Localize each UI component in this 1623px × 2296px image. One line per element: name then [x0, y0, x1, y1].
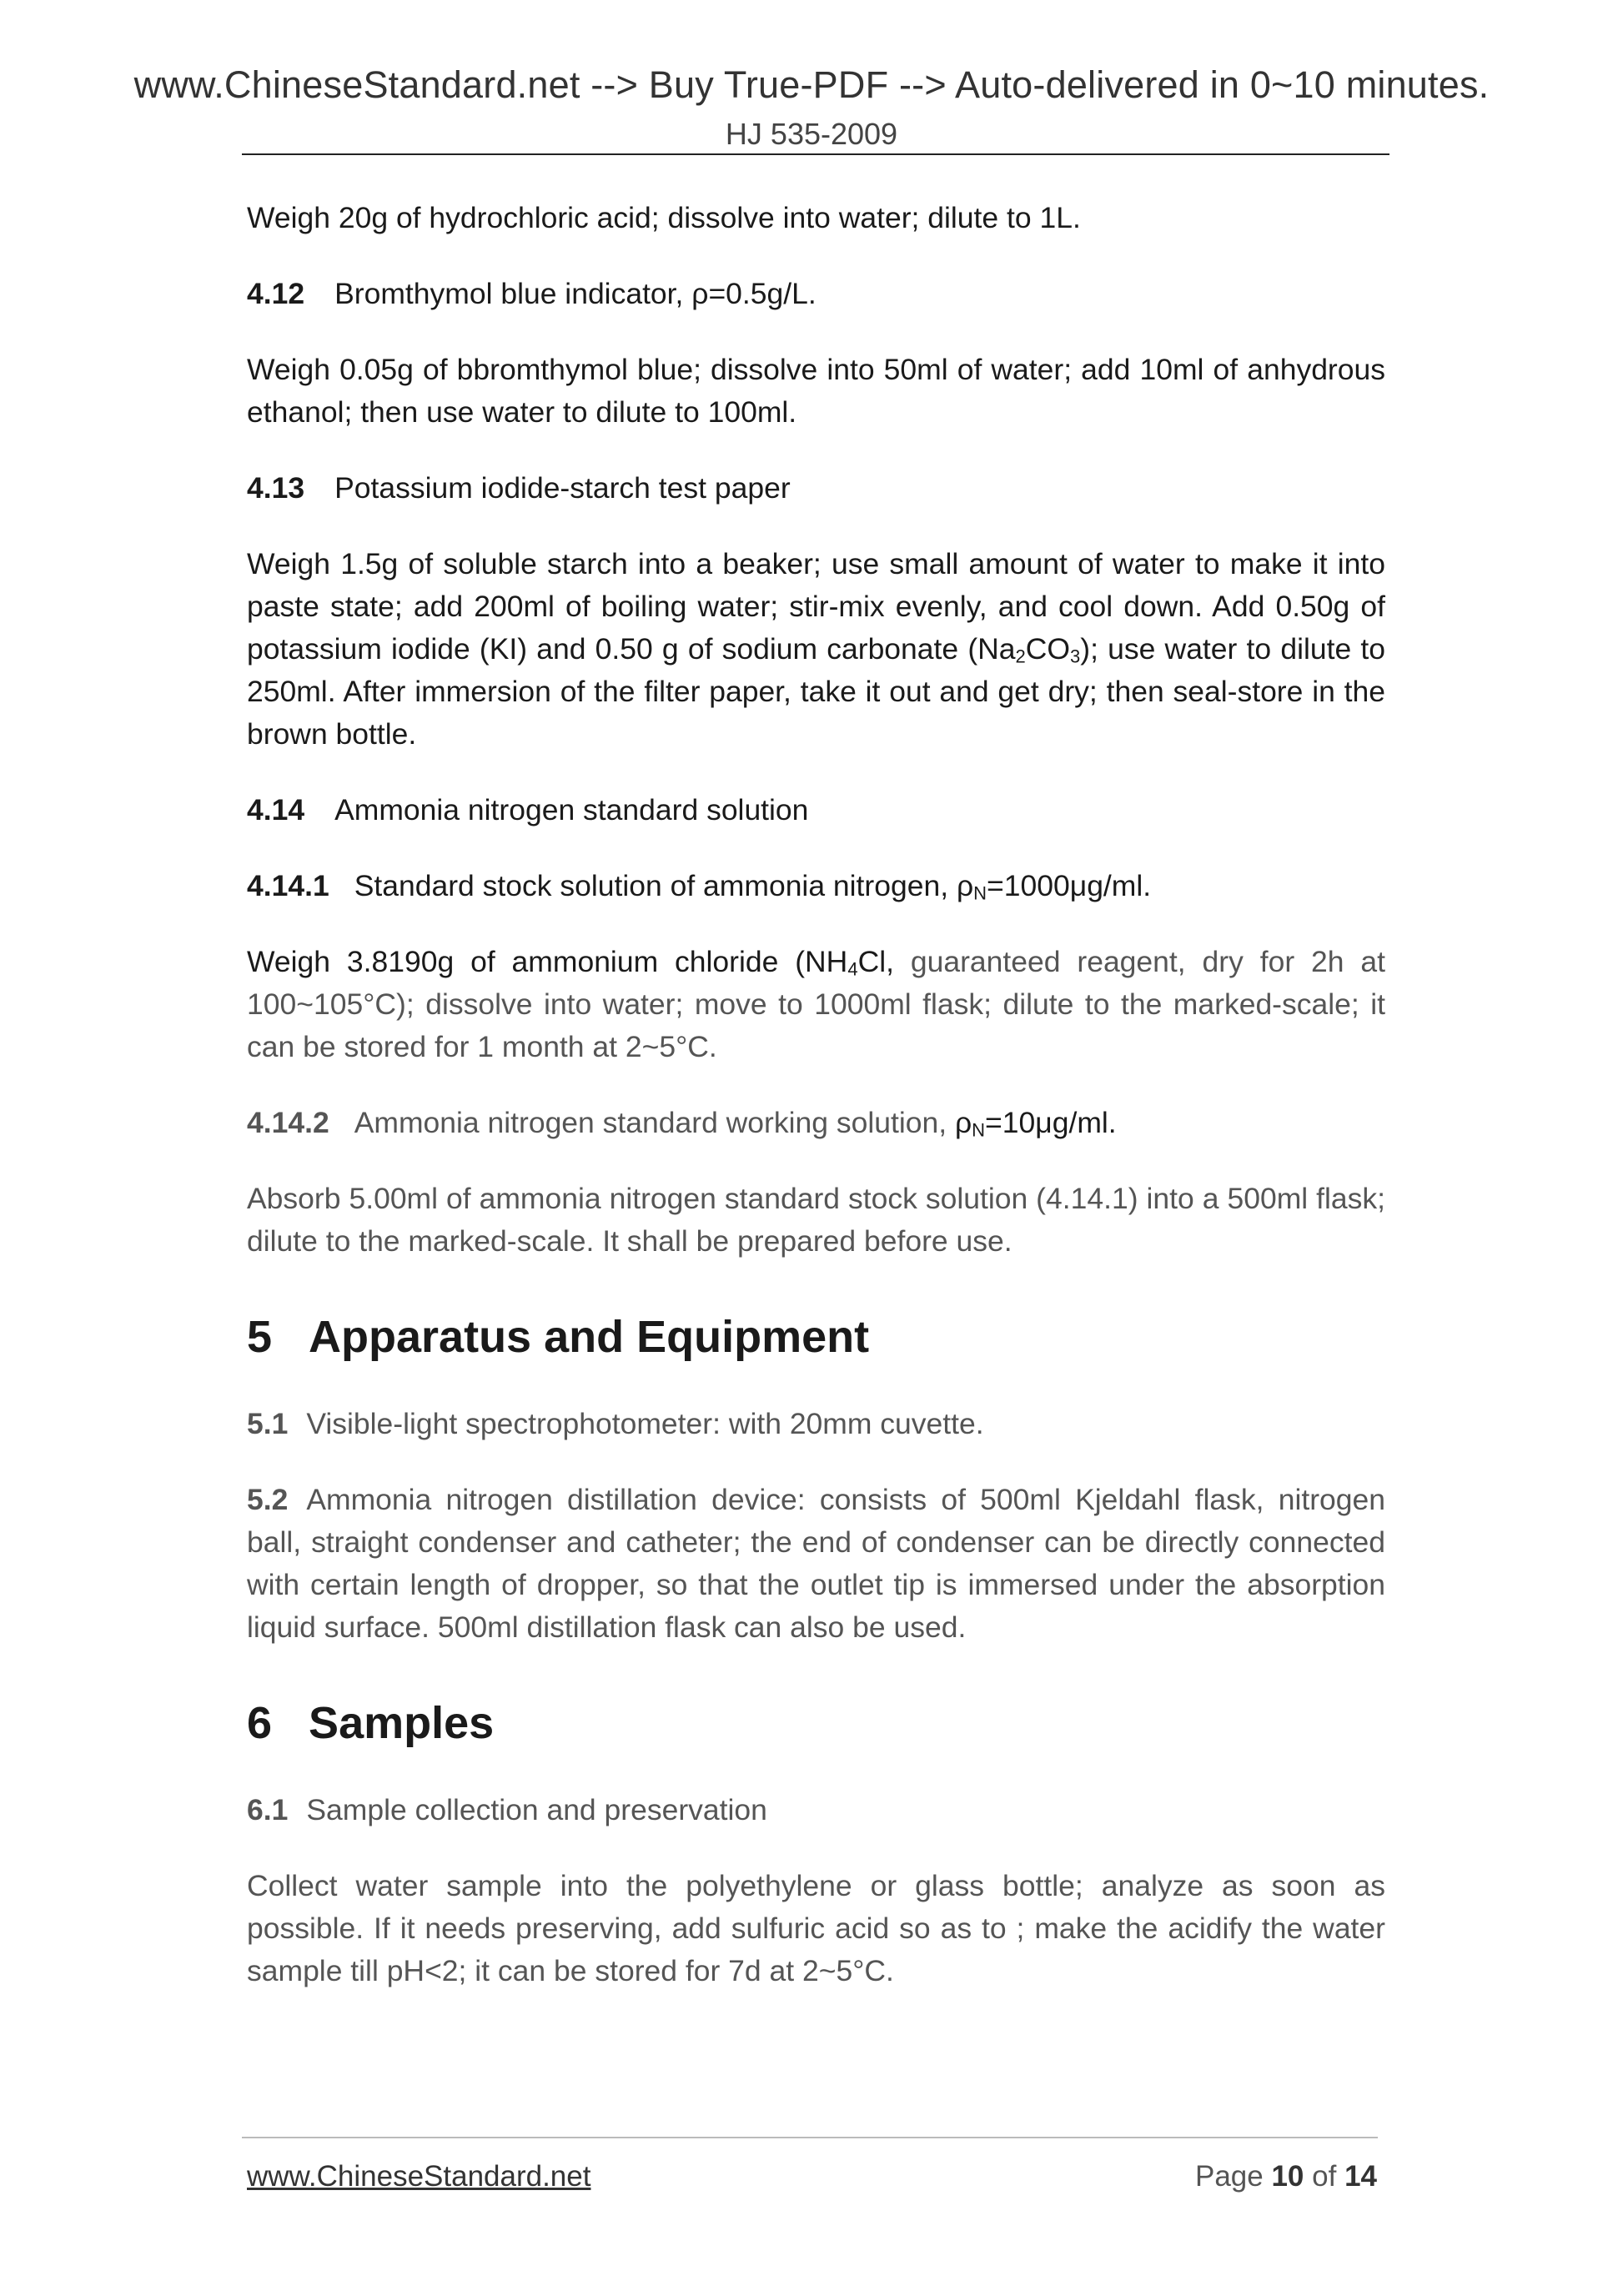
- clause-number: 5.1: [247, 1407, 289, 1440]
- clause-4-12: [247, 273, 1385, 315]
- footer-divider: [242, 2137, 1378, 2138]
- clause-number: 4.14.1: [247, 869, 329, 902]
- clause-4-13: [247, 467, 1385, 510]
- paragraph-working-solution: Absorb 5.00ml of ammonia nitrogen standard stock solution (4.14.1) into a 500ml flask; dilute to the marked-scale. It shall be prepared before use.: [247, 1182, 1385, 1258]
- footer-site-link[interactable]: www.ChineseStandard.net: [247, 2160, 591, 2193]
- clause-title: Bromthymol blue indicator, ρ=0.5g/L.: [334, 277, 817, 310]
- page-number: Page 10 of 14: [1194, 2160, 1377, 2193]
- paragraph-sample-collection: Collect water sample into the polyethylene or glass bottle; analyze as soon as possible. If it needs preserving, add sulfuric acid so as to ; make the acidify the water sample till pH<2; it can be stored for 7d at 2~5°C.: [247, 1869, 1385, 1987]
- clause-4-14-1: 4.14.1 Standard stock solution of ammonia nitrogen, $\rho_N=1000\mu g/ml$.: [247, 865, 1385, 907]
- heading-section-5: 5 Apparatus and Equipment: [247, 1312, 870, 1362]
- clause-title: Potassium iodide-starch test paper: [334, 471, 791, 505]
- clause-title: Ammonia nitrogen standard solution: [334, 793, 809, 826]
- clause-5-1: 5.1 Visible-light spectrophotometer: with 20mm cuvette.: [247, 1403, 1385, 1445]
- clause-number: 5.2: [247, 1483, 289, 1516]
- clause-6-1: 6.1 Sample collection and preservation: [247, 1789, 1385, 1831]
- clause-number: 4.12: [247, 277, 305, 310]
- page-content: [247, 197, 1385, 1992]
- clause-number: 4.13: [247, 471, 305, 505]
- paragraph-hydrochloric-acid: Weigh 20g of hydrochloric acid; dissolve into water; dilute to 1L.: [247, 201, 1081, 234]
- paragraph-test-paper: Weigh 1.5g of soluble starch into a beaker; use small amount of water to make it into paste state; add 200ml of boiling water; stir-mix evenly, and cool down. Add 0.50g of potassium iodide (KI) and 0.50 g of sodium carbonate $(Na_2CO_3)$; use water to dilute to 250ml. After immersion of the filter paper, take it out and get dry; then seal-store in the brown bottle.: [247, 547, 1385, 751]
- header-divider: [242, 153, 1389, 155]
- clause-4-14-2: 4.14.2 Ammonia nitrogen standard working solution, $\rho_N=10\mu g/ml$.: [247, 1102, 1385, 1144]
- standard-code: HJ 535-2009: [725, 117, 898, 151]
- heading-section-6: 6 Samples: [247, 1698, 495, 1748]
- clause-number: 6.1: [247, 1793, 289, 1826]
- paragraph-bromthymol-blue: Weigh 0.05g of bbromthymol blue; dissolve into 50ml of water; add 10ml of anhydrous ethanol; then use water to dilute to 100ml.: [247, 353, 1385, 429]
- clause-number: 4.14: [247, 793, 305, 826]
- clause-5-2: 5.2 Ammonia nitrogen distillation device: consists of 500ml Kjeldahl flask, nitrogen ball, straight condenser and catheter; the end of condenser can be directly connected with certain length of dropper, so that the outlet tip is immersed under the absorption liquid surface. 500ml distillation flask can also be used.: [247, 1479, 1385, 1649]
- clause-4-14: [247, 789, 1385, 831]
- header-banner: www.ChineseStandard.net --> Buy True-PDF --> Auto-delivered in 0~10 minutes.: [133, 63, 1490, 106]
- paragraph-stock-solution: Weigh 3.8190g of ammonium chloride ($NH_4Cl$, guaranteed reagent, dry for 2h at 100~105°C); dissolve into water; move to 1000ml flask; dilute to the marked-scale; it can be stored for 1 month at 2~5°C.: [247, 945, 1386, 1063]
- clause-number: 4.14.2: [247, 1106, 329, 1139]
